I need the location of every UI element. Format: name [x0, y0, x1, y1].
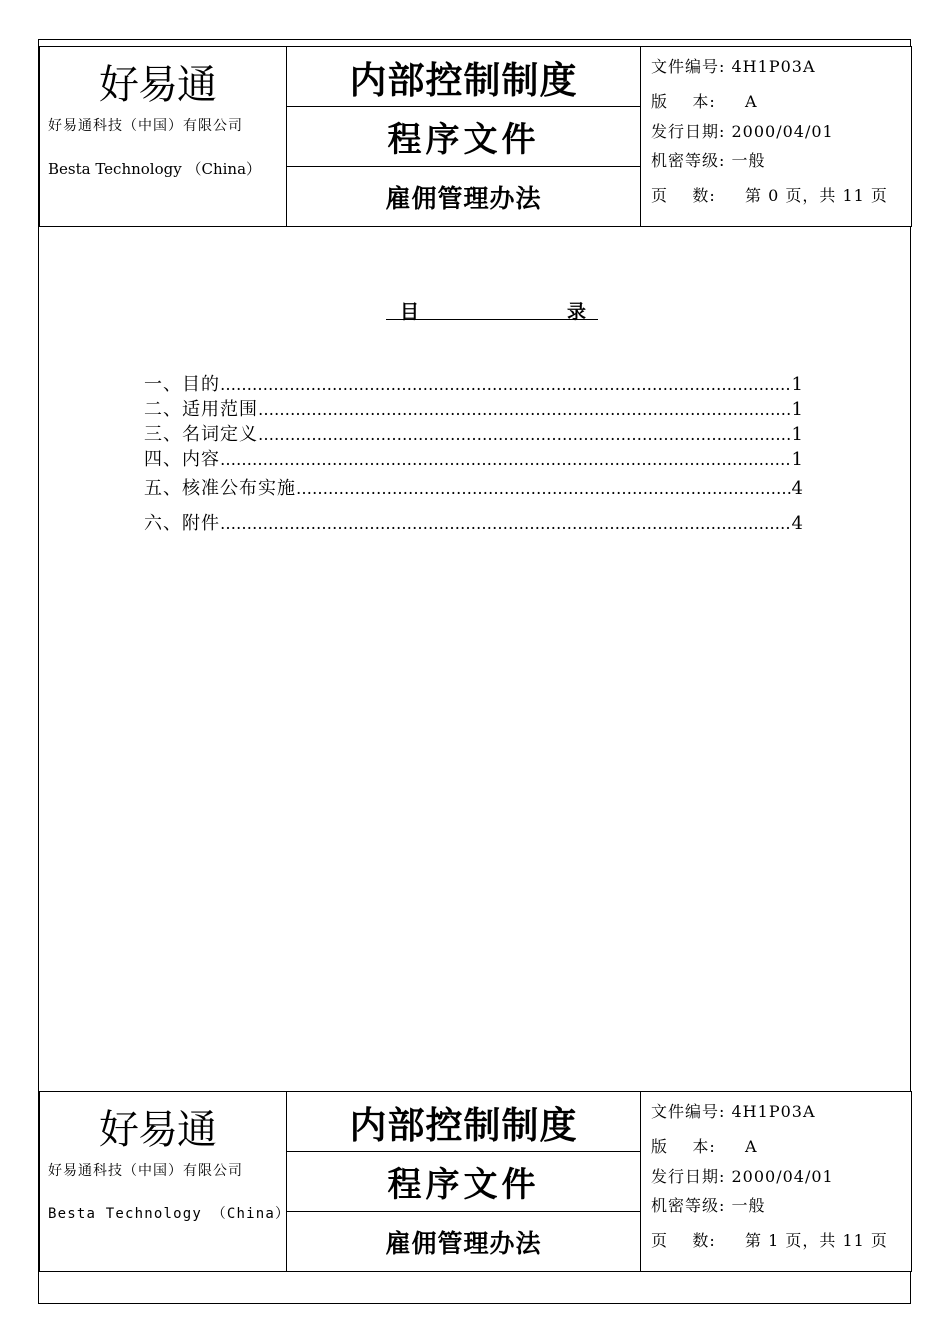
title-main: 内部控制制度 [287, 1092, 640, 1152]
toc-item-label: 二、适用范围 [144, 399, 258, 420]
issue-date-label: 发行日期: [651, 1167, 726, 1186]
page-count-value: 第 1 页，共 11 页 [745, 1231, 888, 1250]
issue-date-value: 2000/04/01 [731, 1167, 834, 1186]
doc-number-value: 4H1P03A [731, 1102, 816, 1121]
issue-date-label: 发行日期: [651, 122, 726, 141]
toc-leader-dots [220, 450, 792, 469]
toc-item [144, 445, 804, 471]
toc-leader-dots [296, 479, 792, 498]
toc-leader-dots [258, 400, 792, 419]
company-cell [40, 1092, 291, 1271]
toc-title-left: 目 [400, 301, 420, 323]
toc-item-label: 四、内容 [144, 449, 220, 470]
title-cell [287, 47, 641, 226]
title-sub: 程序文件 [287, 107, 640, 167]
secret-level-label: 机密等级: [651, 151, 726, 170]
toc-title [386, 297, 598, 323]
title-sub: 程序文件 [287, 1152, 640, 1212]
page-count-label: 页 数: [651, 186, 716, 205]
toc-item [144, 509, 804, 535]
secret-level-value: 一般 [731, 1196, 766, 1215]
title-cell [287, 1092, 641, 1271]
secret-level-row [651, 148, 766, 171]
doc-number-label: 文件编号: [651, 1102, 726, 1121]
issue-date-row [651, 1164, 834, 1187]
toc-item [144, 370, 804, 396]
version-label: 版 本: [651, 1137, 716, 1156]
version-row [651, 1134, 758, 1157]
document-header [39, 46, 912, 227]
issue-date-value: 2000/04/01 [731, 122, 834, 141]
issue-date-row [651, 119, 834, 142]
info-cell [641, 1092, 911, 1271]
version-value: A [745, 1137, 758, 1156]
title-main: 内部控制制度 [287, 47, 640, 107]
doc-number-label: 文件编号: [651, 57, 726, 76]
secret-level-value: 一般 [731, 151, 766, 170]
title-doc: 雇佣管理办法 [385, 1228, 542, 1258]
toc-item-label: 六、附件 [144, 513, 220, 534]
toc-item-page: 4 [791, 478, 804, 499]
secret-level-label: 机密等级: [651, 1196, 726, 1215]
doc-number-row [651, 1099, 816, 1122]
toc-item [144, 395, 804, 421]
company-name-cn: 好易通科技（中国）有限公司 [48, 118, 243, 134]
brand-logo-text: 好易通 [99, 62, 216, 108]
doc-number-row [651, 54, 816, 77]
company-name-en: Besta Technology （China） [48, 160, 262, 178]
toc-item-page: 1 [791, 374, 804, 395]
doc-number-value: 4H1P03A [731, 57, 816, 76]
toc-leader-dots [220, 375, 792, 394]
page-count-value: 第 0 页，共 11 页 [745, 186, 888, 205]
document-header-next-page [39, 1091, 912, 1272]
company-name-cn: 好易通科技（中国）有限公司 [48, 1163, 243, 1179]
page-count-row [651, 183, 888, 206]
version-label: 版 本: [651, 92, 716, 111]
toc-item-label: 三、名词定义 [144, 424, 258, 445]
page-count-label: 页 数: [651, 1231, 716, 1250]
toc-item-label: 五、核准公布实施 [144, 478, 296, 499]
version-row [651, 89, 758, 112]
company-name-en: Besta Technology （China） [48, 1206, 291, 1222]
toc-title-right: 录 [566, 301, 586, 323]
toc-item-page: 1 [791, 424, 804, 445]
page-count-row [651, 1228, 888, 1251]
toc-item-label: 一、目的 [144, 374, 220, 395]
brand-logo-text: 好易通 [99, 1107, 216, 1153]
toc-item [144, 474, 804, 500]
toc-item-page: 4 [791, 513, 804, 534]
title-doc: 雇佣管理办法 [385, 183, 542, 213]
company-cell [40, 47, 287, 226]
toc-leader-dots [258, 425, 792, 444]
toc-item-page: 1 [791, 399, 804, 420]
toc-leader-dots [220, 514, 792, 533]
toc-item [144, 420, 804, 446]
toc-item-page: 1 [791, 449, 804, 470]
version-value: A [745, 92, 758, 111]
info-cell [641, 47, 911, 226]
secret-level-row [651, 1193, 766, 1216]
